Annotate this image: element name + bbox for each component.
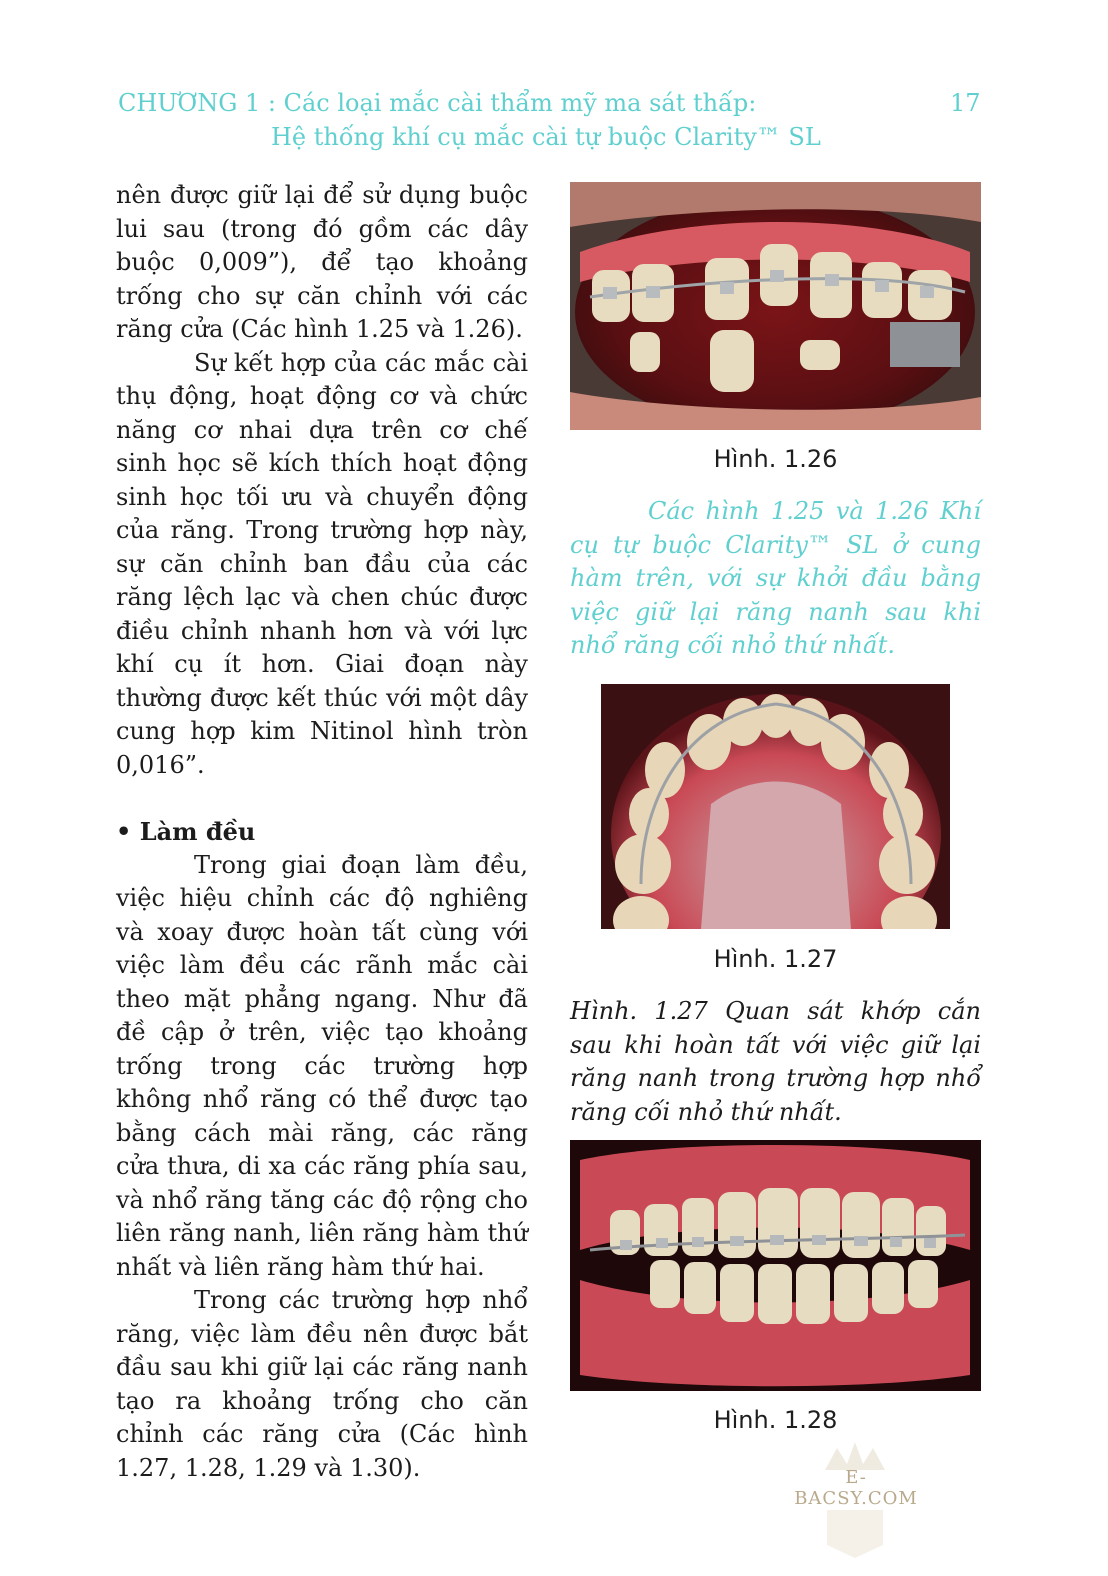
figure-1-27-label: Hình. 1.27 bbox=[713, 945, 838, 973]
chapter-title-line2: Hệ thống khí cụ mắc cài tự buộc Clarity™ SL bbox=[271, 123, 821, 151]
body-text-column bbox=[116, 179, 528, 1485]
figure-1-27-photo bbox=[601, 684, 950, 929]
watermark-text: E-BACSY.COM bbox=[794, 1467, 918, 1509]
figure-1-26-photo bbox=[570, 182, 981, 430]
page-number: 17 bbox=[950, 89, 981, 117]
paragraph-3: Trong giai đoạn làm đều, việc hiệu chỉnh các độ nghiêng và xoay được hoàn tất cùng với việc làm đều các rãnh mắc cài theo mặt phẳng ngang. Như đã đề cập ở trên, việc tạo khoảng trống trong các trường hợp không nhổ răng có thể được tạo bằng cách mài răng, các răng cửa thưa, di xa các răng phía sau, và nhổ răng tăng các độ rộng cho liên răng nanh, liên răng hàm thứ nhất và liên răng hàm thứ hai. bbox=[116, 850, 528, 1281]
chapter-title-line1: CHƯƠNG 1 : Các loại mắc cài thẩm mỹ ma sát thấp: bbox=[118, 89, 757, 117]
figure-1-26-label: Hình. 1.26 bbox=[713, 445, 838, 473]
paragraph-2: Sự kết hợp của các mắc cài thụ động, hoạt động cơ và chức năng cơ nhai dựa trên cơ chế sinh học sẽ kích thích hoạt động sinh học tối ưu và chuyển động của răng. Trong trường hợp này, sự căn chỉnh ban đầu của các răng lệch lạc và chen chúc được điều chỉnh nhanh hơn và với lực khí cụ ít hơn. Giai đoạn này thường được kết thúc với một dây cung hợp kim Nitinol hình tròn 0,016”. bbox=[116, 348, 528, 779]
section-heading: • Làm đều bbox=[116, 817, 256, 846]
figure-1-25-1-26-caption: Các hình 1.25 và 1.26 Khí cụ tự buộc Clarity™ SL ở cung hàm trên, với sự khởi đầu bằng việc giữ lại răng nanh sau khi nhổ răng cối nhỏ thứ nhất. bbox=[570, 497, 981, 659]
paragraph-4: Trong các trường hợp nhổ răng, việc làm đều nên được bắt đầu sau khi giữ lại các răng nanh tạo ra khoảng trống cho căn chỉnh các răng cửa (Các hình 1.27, 1.28, 1.29 và 1.30). bbox=[116, 1286, 528, 1482]
paragraph-1: nên được giữ lại để sử dụng buộc lui sau (trong đó gồm các dây buộc 0,009”), để tạo khoảng trống cho sự căn chỉnh với các răng cửa (Các hình 1.25 và 1.26). bbox=[116, 181, 528, 343]
figure-1-28-photo bbox=[570, 1140, 981, 1391]
figure-1-28-label: Hình. 1.28 bbox=[713, 1406, 838, 1434]
figure-1-27-caption: Hình. 1.27 Quan sát khớp cắn sau khi hoàn tất với việc giữ lại răng nanh trong trường hợp nhổ răng cối nhỏ thứ nhất. bbox=[570, 997, 981, 1126]
